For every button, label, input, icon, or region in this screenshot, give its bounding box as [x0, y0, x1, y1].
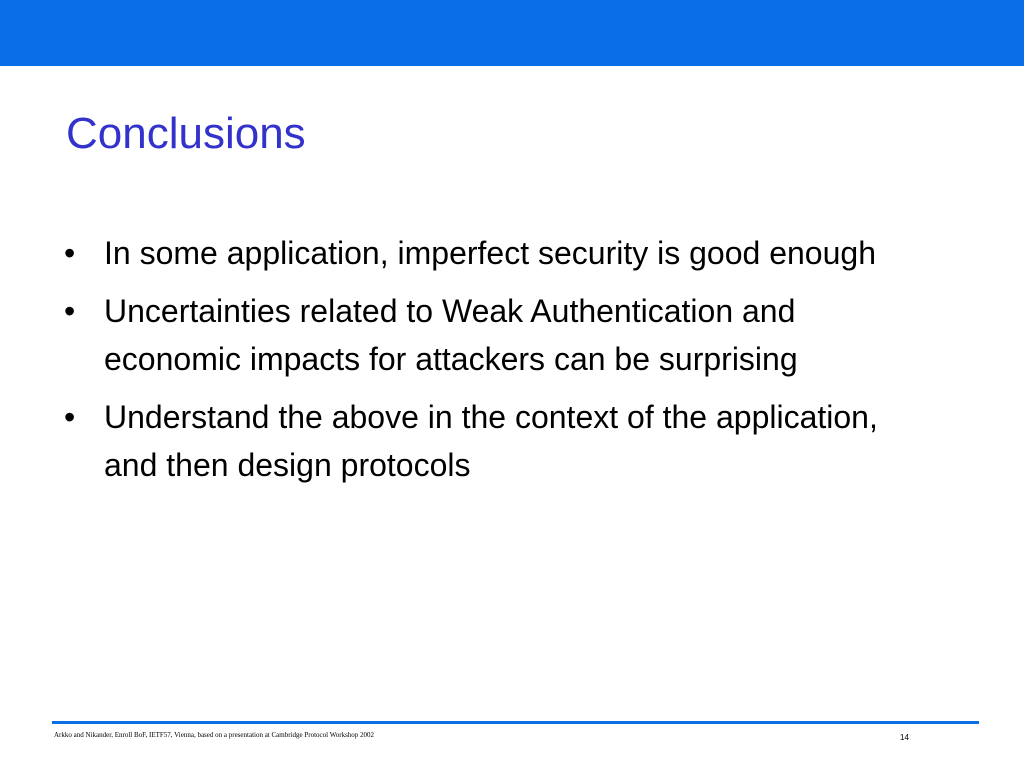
bullet-text: Uncertainties related to Weak Authentication and economic impacts for attackers can be surprising — [104, 293, 798, 377]
bullet-dot-icon: • — [64, 399, 76, 435]
bullet-text: In some application, imperfect security is good enough — [104, 235, 876, 271]
bullet-item — [64, 229, 924, 277]
slide-title: Conclusions — [66, 109, 306, 158]
bullet-item — [64, 393, 924, 489]
page-number: 14 — [900, 733, 909, 742]
footer-divider — [52, 721, 979, 724]
footer-credit: Arkko and Nikander, Enroll BoF, IETF57, Vienna, based on a presentation at Cambridge Protocol Workshop 2002 — [54, 731, 375, 739]
top-banner — [0, 0, 1024, 66]
bullet-item — [64, 287, 924, 383]
bullet-text: Understand the above in the context of the application, and then design protocols — [104, 399, 878, 483]
bullet-list — [64, 229, 924, 499]
bullet-dot-icon: • — [64, 293, 76, 329]
bullet-dot-icon: • — [64, 235, 76, 271]
